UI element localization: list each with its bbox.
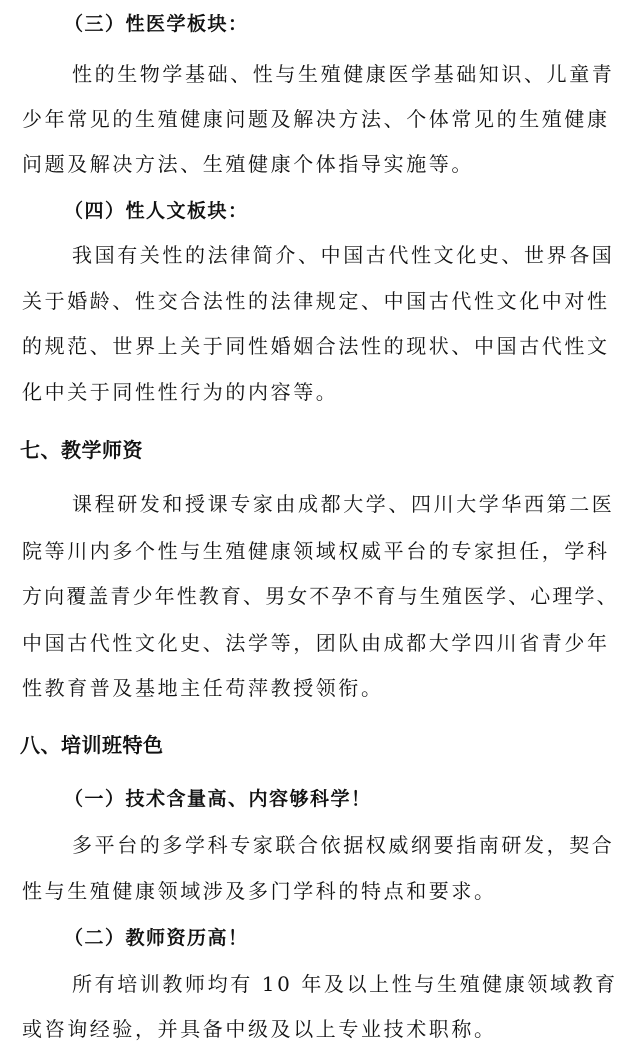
subheading-feature-2: （二）教师资历高！ [64, 927, 249, 949]
section-heading-features: 八、培训班特色 [20, 733, 164, 757]
paragraph-line: 性与生殖健康领域涉及多门学科的特点和要求。 [22, 879, 497, 903]
paragraph-line: 性教育普及基地主任苟萍教授领衔。 [22, 676, 384, 700]
paragraph-line: 中国古代性文化史、法学等，团队由成都大学四川省青少年 [22, 631, 610, 655]
paragraph-line: 少年常见的生殖健康问题及解决方法、个体常见的生殖健康 [22, 107, 610, 131]
paragraph-line: 的规范、世界上关于同性婚姻合法性的现状、中国古代性文 [22, 334, 610, 358]
subheading-sex-medicine: （三）性医学板块： [64, 13, 249, 35]
paragraph-line: 或咨询经验，并具备中级及以上专业技术职称。 [22, 1017, 497, 1041]
paragraph-line: 关于婚龄、性交合法性的法律规定、中国古代性文化中对性 [22, 289, 610, 313]
paragraph-line: 课程研发和授课专家由成都大学、四川大学华西第二医 [72, 492, 615, 516]
paragraph-line: 方向覆盖青少年性教育、男女不孕不育与生殖医学、心理学、 [22, 584, 619, 608]
subheading-sex-humanities: （四）性人文板块： [64, 200, 249, 222]
paragraph-line: 性的生物学基础、性与生殖健康医学基础知识、儿童青 [72, 62, 615, 86]
section-heading-faculty: 七、教学师资 [20, 438, 143, 462]
paragraph-line: 问题及解决方法、生殖健康个体指导实施等。 [22, 152, 474, 176]
subheading-feature-1: （一）技术含量高、内容够科学！ [64, 788, 372, 810]
paragraph-line: 化中关于同性性行为的内容等。 [22, 380, 339, 404]
paragraph-line: 多平台的多学科专家联合依据权威纲要指南研发，契合 [72, 833, 615, 857]
paragraph-line: 院等川内多个性与生殖健康领域权威平台的专家担任，学科 [22, 539, 610, 563]
paragraph-line: 我国有关性的法律简介、中国古代性文化史、世界各国 [72, 243, 615, 267]
paragraph-line: 所有培训教师均有 10 年及以上性与生殖健康领域教育 [72, 972, 618, 996]
